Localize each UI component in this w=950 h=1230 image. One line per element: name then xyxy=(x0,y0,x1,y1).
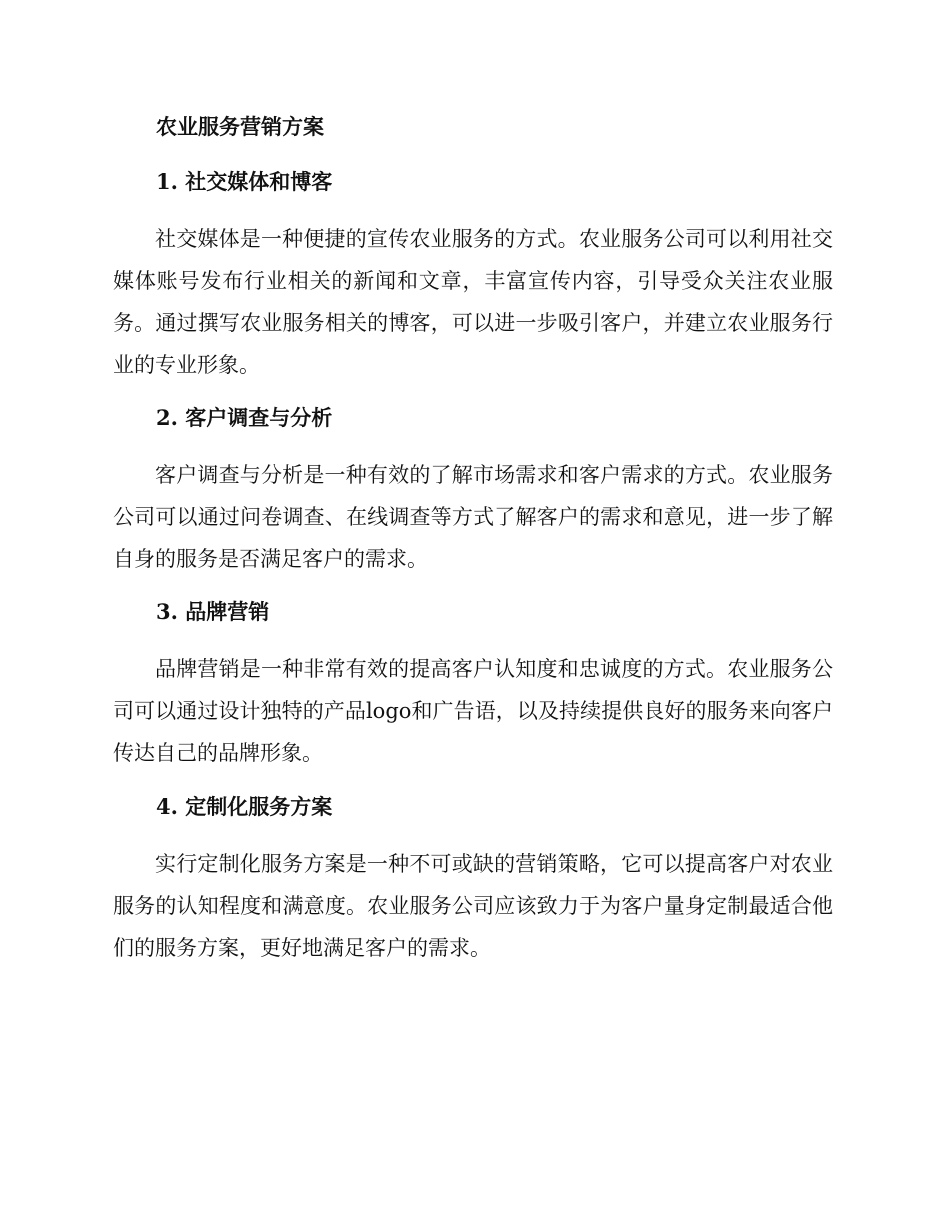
section-heading-custom-service: 4. 定制化服务方案 xyxy=(156,794,333,819)
section-body-brand-marketing: 品牌营销是一种非常有效的提高客户认知度和忠诚度的方式。农业服务公司可以通过设计独特的产品logo和广告语，以及持续提供良好的服务来向客户传达自己的品牌形象。 xyxy=(113,657,833,765)
section-heading-social-media: 1. 社交媒体和博客 xyxy=(156,169,333,194)
document-title: 农业服务营销方案 xyxy=(156,114,324,139)
section-heading-customer-survey: 2. 客户调查与分析 xyxy=(156,405,333,430)
section-heading-brand-marketing: 3. 品牌营销 xyxy=(156,599,270,624)
section-body-custom-service: 实行定制化服务方案是一种不可或缺的营销策略，它可以提高客户对农业服务的认知程度和满意度。农业服务公司应该致力于为客户量身定制最适合他们的服务方案，更好地满足客户的需求。 xyxy=(113,852,833,960)
section-body-social-media: 社交媒体是一种便捷的宣传农业服务的方式。农业服务公司可以利用社交媒体账号发布行业相关的新闻和文章，丰富宣传内容，引导受众关注农业服务。通过撰写农业服务相关的博客，可以进一步吸引客户，并建立农业服务行业的专业形象。 xyxy=(113,227,833,377)
section-body-customer-survey: 客户调查与分析是一种有效的了解市场需求和客户需求的方式。农业服务公司可以通过问卷调查、在线调查等方式了解客户的需求和意见，进一步了解自身的服务是否满足客户的需求。 xyxy=(113,463,833,571)
